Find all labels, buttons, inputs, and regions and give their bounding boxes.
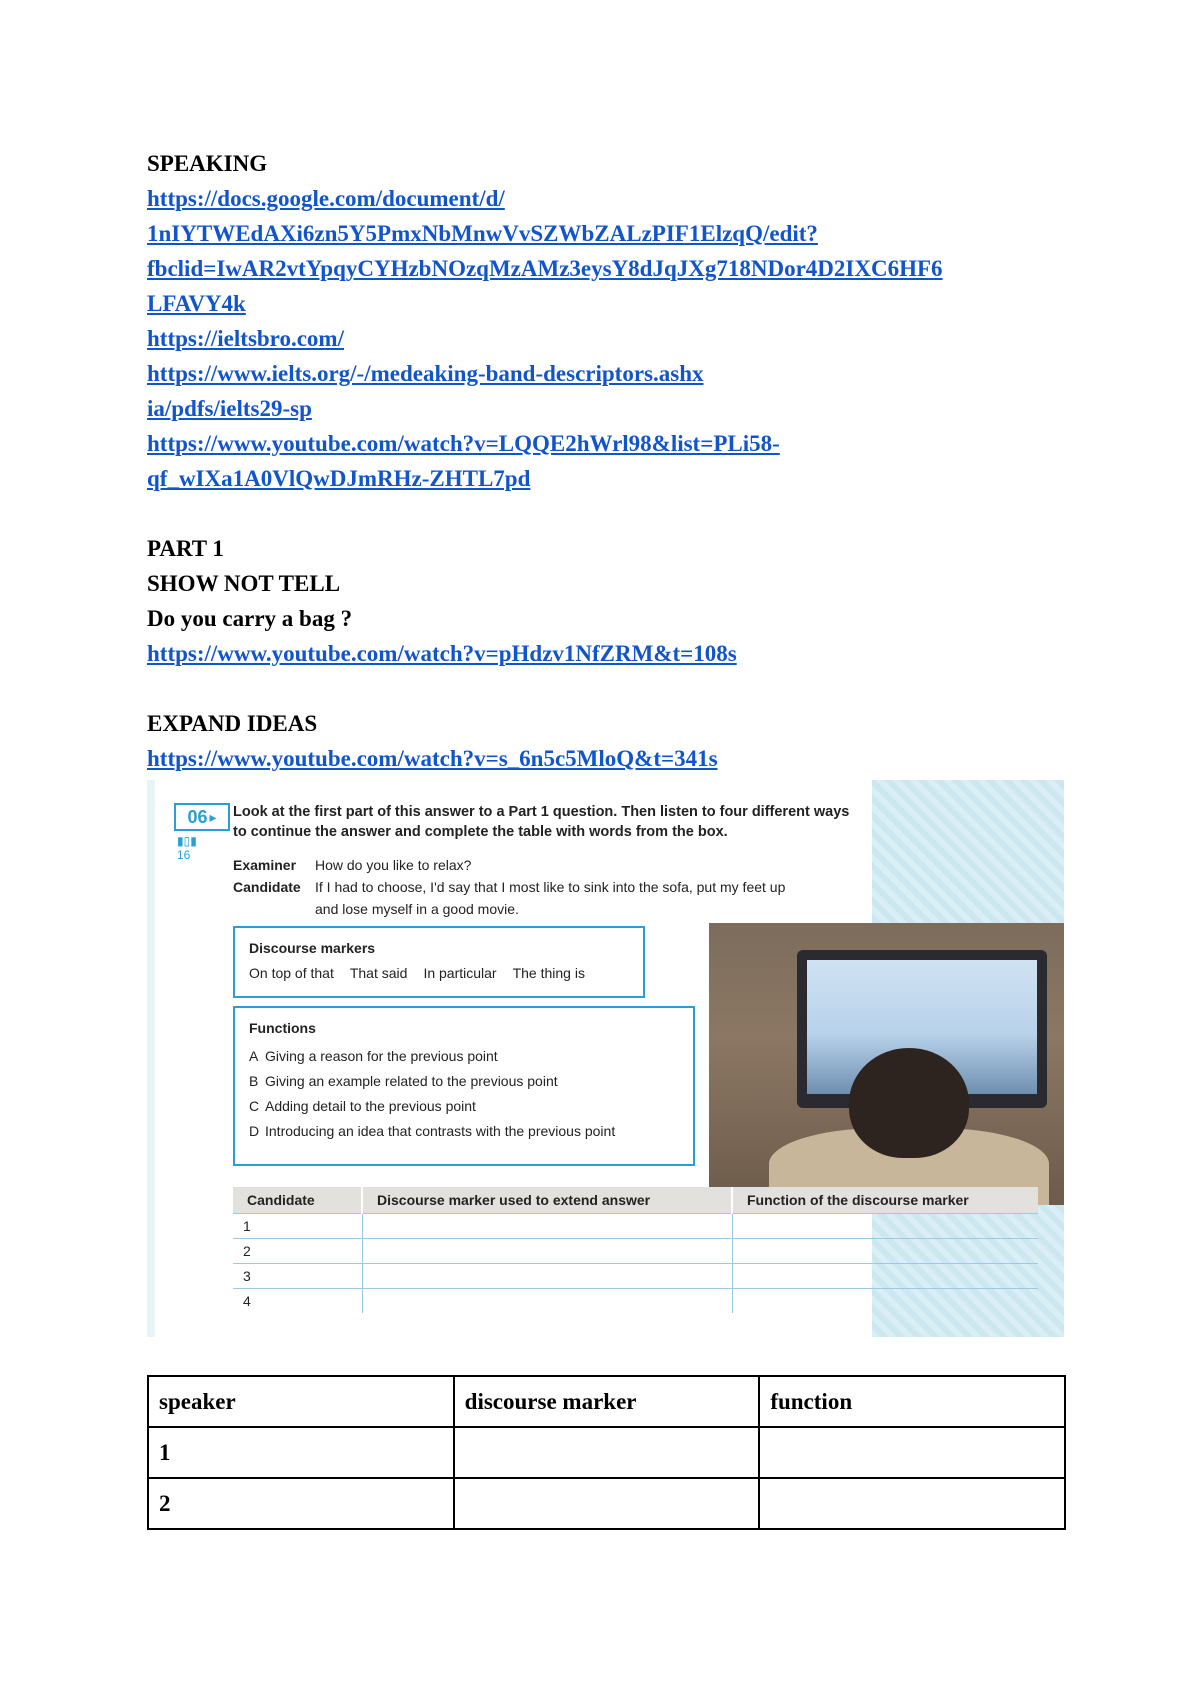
table-header: Discourse marker used to extend answer	[362, 1187, 732, 1214]
link-ieltsbro[interactable]: https://ieltsbro.com/	[147, 326, 344, 351]
marker-item: The thing is	[512, 965, 585, 981]
link-google-doc-4[interactable]: LFAVY4k	[147, 291, 246, 316]
decorative-strip	[147, 780, 155, 1337]
audio-icon: ▮▯▮	[177, 834, 197, 848]
question-bag: Do you carry a bag ?	[147, 606, 353, 631]
header-speaker: speaker	[148, 1376, 454, 1427]
table-row: 1	[233, 1214, 1038, 1239]
marker-item: In particular	[423, 965, 497, 981]
candidate-text-2: and lose myself in a good movie.	[315, 901, 519, 917]
functions-box	[233, 1006, 695, 1166]
link-ielts-descriptors-2[interactable]: ia/pdfs/ielts29-sp	[147, 396, 312, 421]
audio-track	[177, 834, 197, 862]
exercise-instructions: Look at the first part of this answer to a Part 1 question. Then listen to four different ways to continue the answer and complete the table with words from the box.	[233, 804, 850, 840]
exercise-badge	[174, 803, 230, 831]
examiner-text: How do you like to relax?	[315, 857, 472, 873]
link-youtube-expand[interactable]: https://www.youtube.com/watch?v=s_6n5c5MloQ&t=341s	[147, 746, 718, 771]
header-function: function	[759, 1376, 1065, 1427]
exercise-number: 06	[187, 806, 208, 827]
examiner-label: Examiner	[233, 857, 297, 873]
table-header-row	[148, 1376, 1065, 1427]
row-marker-cell[interactable]	[454, 1478, 760, 1529]
link-youtube-playlist-1[interactable]: https://www.youtube.com/watch?v=LQQE2hWrl98&list=PLi58-	[147, 431, 780, 456]
functions-title: Functions	[249, 1020, 316, 1036]
table-header: Candidate	[233, 1187, 362, 1214]
row-function-cell[interactable]	[759, 1427, 1065, 1478]
table-header-row	[233, 1187, 1038, 1214]
row-marker-cell[interactable]	[454, 1427, 760, 1478]
row-speaker-cell[interactable]: 1	[148, 1427, 454, 1478]
link-youtube-bag[interactable]: https://www.youtube.com/watch?v=pHdzv1NfZRM&t=108s	[147, 641, 737, 666]
table-row	[148, 1478, 1065, 1529]
link-google-doc-1[interactable]: https://docs.google.com/document/d/	[147, 186, 505, 211]
dialog-block	[233, 854, 785, 920]
discourse-markers-list	[249, 965, 643, 981]
row-function-cell[interactable]	[759, 1478, 1065, 1529]
heading-show-not-tell: SHOW NOT TELL	[147, 571, 341, 596]
header-discourse-marker: discourse marker	[454, 1376, 760, 1427]
table-row	[148, 1427, 1065, 1478]
answer-table	[147, 1375, 1066, 1530]
function-item: A Giving a reason for the previous point	[249, 1048, 498, 1064]
candidate-text-1: If I had to choose, I'd say that I most like to sink into the sofa, put my feet up	[315, 879, 786, 895]
heading-speaking: SPEAKING	[147, 151, 268, 176]
photo-person-watching-tv	[709, 923, 1064, 1205]
document-page	[147, 146, 1067, 1530]
link-google-doc-2[interactable]: 1nIYTWEdAXi6zn5Y5PmxNbMnwVvSZWbZALzPIF1ElzqQ/edit?	[147, 221, 818, 246]
discourse-markers-box	[233, 926, 645, 998]
textbook-exercise-image	[147, 780, 1064, 1337]
function-item: C Adding detail to the previous point	[249, 1098, 476, 1114]
function-item: D Introducing an idea that contrasts with the previous point	[249, 1123, 616, 1139]
heading-part1: PART 1	[147, 536, 224, 561]
table-row: 3	[233, 1264, 1038, 1289]
marker-item: On top of that	[249, 965, 334, 981]
play-arrow-icon: ▸	[209, 808, 217, 825]
candidate-label: Candidate	[233, 879, 301, 895]
link-google-doc-3[interactable]: fbclid=IwAR2vtYpqyCYHzbNOzqMzAMz3eysY8dJqJXg718NDor4D2IXC6HF6	[147, 256, 943, 281]
row-speaker-cell[interactable]: 2	[148, 1478, 454, 1529]
link-youtube-playlist-2[interactable]: qf_wIXa1A0VlQwDJmRHz-ZHTL7pd	[147, 466, 531, 491]
discourse-markers-title: Discourse markers	[249, 940, 376, 956]
exercise-table	[233, 1187, 1038, 1313]
heading-expand-ideas: EXPAND IDEAS	[147, 711, 318, 736]
function-item: B Giving an example related to the previous point	[249, 1073, 558, 1089]
table-row: 2	[233, 1239, 1038, 1264]
audio-track-number: 16	[177, 848, 191, 862]
functions-list	[249, 1044, 693, 1144]
table-row: 4	[233, 1289, 1038, 1314]
link-ielts-descriptors-1[interactable]: https://www.ielts.org/-/medeaking-band-descriptors.ashx	[147, 361, 704, 386]
marker-item: That said	[349, 965, 408, 981]
table-header: Function of the discourse marker	[732, 1187, 1038, 1214]
